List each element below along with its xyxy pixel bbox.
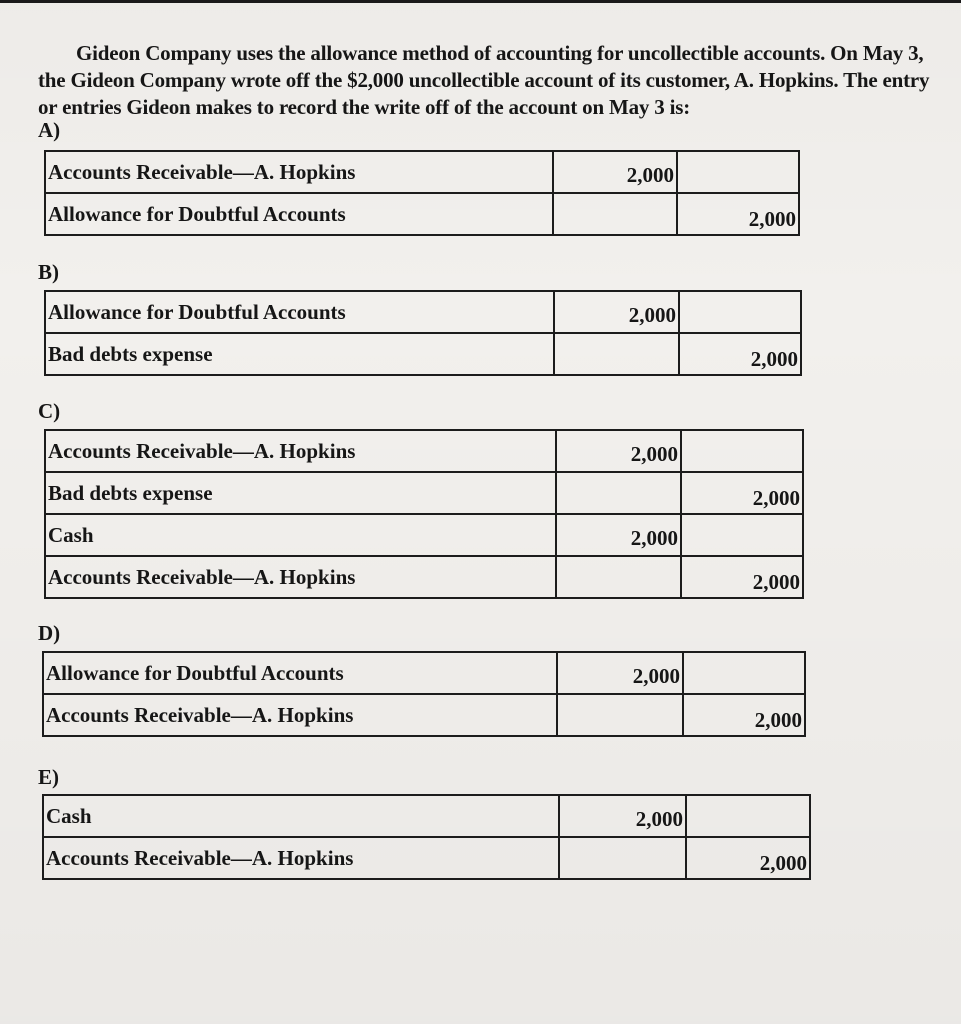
account-cell: Allowance for Doubtful Accounts <box>45 291 554 333</box>
credit-cell <box>686 795 810 837</box>
credit-cell: 2,000 <box>683 694 805 736</box>
account-cell: Bad debts expense <box>45 333 554 375</box>
debit-cell: 2,000 <box>557 652 683 694</box>
option-a-label[interactable]: A) <box>38 118 61 142</box>
option-e-label[interactable]: E) <box>38 765 59 789</box>
table-row <box>45 472 803 514</box>
credit-cell: 2,000 <box>681 472 803 514</box>
account-cell: Bad debts expense <box>45 472 556 514</box>
account-cell: Accounts Receivable—A. Hopkins <box>45 430 556 472</box>
account-cell: Allowance for Doubtful Accounts <box>43 652 557 694</box>
debit-cell: 2,000 <box>556 430 681 472</box>
table-row <box>45 514 803 556</box>
table-row <box>45 291 801 333</box>
table-row <box>43 694 805 736</box>
table-row <box>45 333 801 375</box>
top-rule <box>0 0 961 3</box>
option-d-table <box>42 651 806 737</box>
option-a-table <box>44 150 800 236</box>
debit-cell <box>556 556 681 598</box>
debit-cell <box>553 193 677 235</box>
table-row <box>45 193 799 235</box>
account-cell: Cash <box>45 514 556 556</box>
table-row <box>43 837 810 879</box>
credit-cell <box>677 151 799 193</box>
account-cell: Accounts Receivable—A. Hopkins <box>45 556 556 598</box>
debit-cell: 2,000 <box>554 291 679 333</box>
credit-cell: 2,000 <box>681 556 803 598</box>
account-cell: Accounts Receivable—A. Hopkins <box>43 837 559 879</box>
table-row <box>43 795 810 837</box>
debit-cell: 2,000 <box>553 151 677 193</box>
account-cell: Cash <box>43 795 559 837</box>
option-c-label[interactable]: C) <box>38 399 61 423</box>
debit-cell <box>559 837 686 879</box>
credit-cell <box>679 291 801 333</box>
credit-cell: 2,000 <box>677 193 799 235</box>
table-row <box>45 430 803 472</box>
account-cell: Accounts Receivable—A. Hopkins <box>43 694 557 736</box>
question-text: Gideon Company uses the allowance method of accounting for uncollectible accounts. On May 3, the Gideon Company wrote off the $2,000 uncollectible account of its customer, A. Hopkins. The entry or entries Gideon makes to record the write off of the account on May 3 is: <box>38 41 930 119</box>
table-row <box>45 151 799 193</box>
credit-cell: 2,000 <box>686 837 810 879</box>
option-b-table <box>44 290 802 376</box>
option-b-label[interactable]: B) <box>38 260 59 284</box>
option-e-table <box>42 794 811 880</box>
credit-cell: 2,000 <box>679 333 801 375</box>
credit-cell <box>681 430 803 472</box>
option-d-label[interactable]: D) <box>38 621 61 645</box>
account-cell: Allowance for Doubtful Accounts <box>45 193 553 235</box>
debit-cell <box>557 694 683 736</box>
table-row <box>43 652 805 694</box>
debit-cell <box>554 333 679 375</box>
option-c-table <box>44 429 804 599</box>
credit-cell <box>683 652 805 694</box>
account-cell: Accounts Receivable—A. Hopkins <box>45 151 553 193</box>
table-row <box>45 556 803 598</box>
debit-cell <box>556 472 681 514</box>
credit-cell <box>681 514 803 556</box>
debit-cell: 2,000 <box>556 514 681 556</box>
debit-cell: 2,000 <box>559 795 686 837</box>
